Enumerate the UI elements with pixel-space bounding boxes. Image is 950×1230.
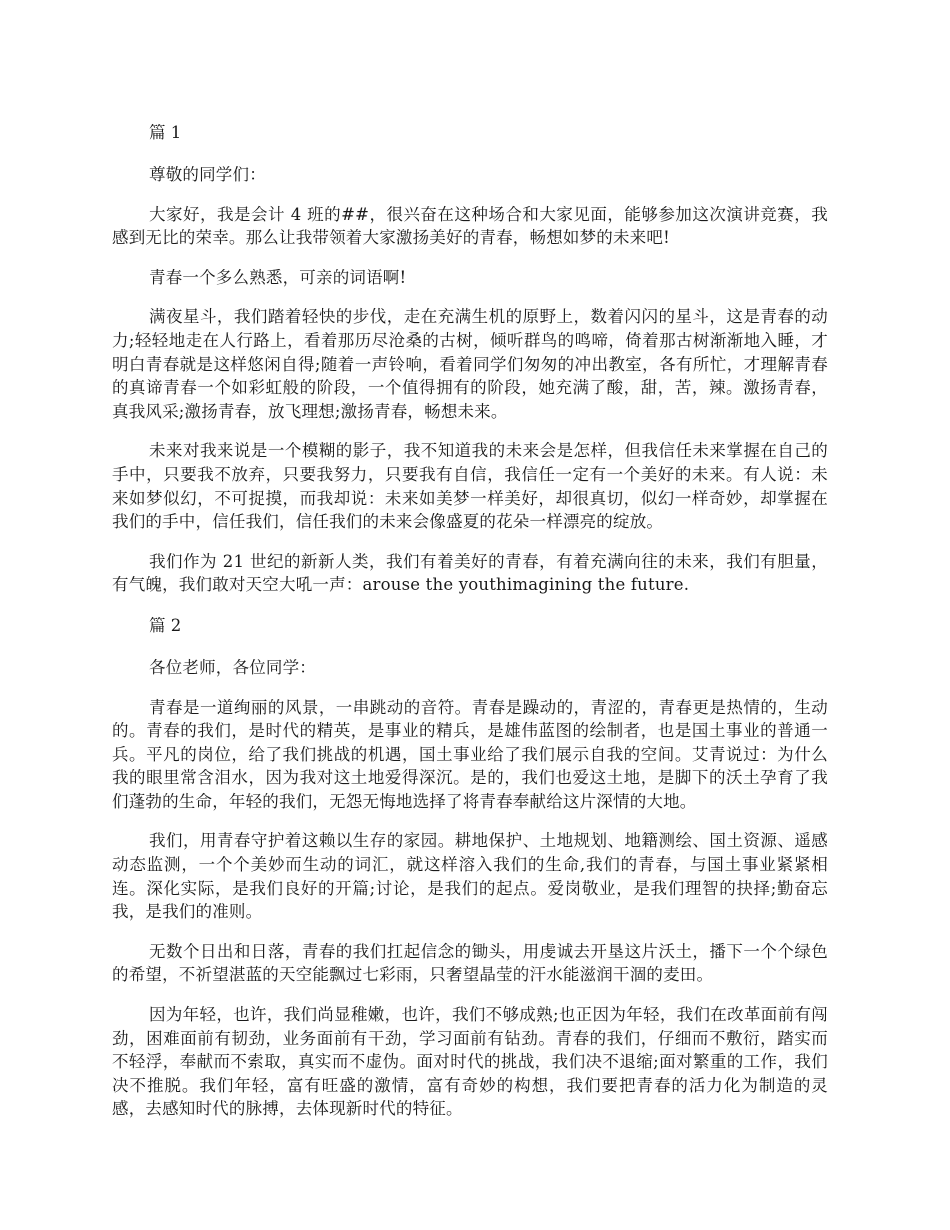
paragraph: 因为年轻，也许，我们尚显稚嫩，也许，我们不够成熟;也正因为年轻，我们在改革面前有闯劲，困难面前有韧劲，业务面前有干劲，学习面前有钻劲。青春的我们，仔细而不敷衍，踏实而不轻浮，奉献而不索取，真实而不虚伪。面对时代的挑战，我们决不退缩;面对繁重的工作，我们决不推脱。我们年轻，富有旺盛的激情，富有奇妙的构想，我们要把青春的活力化为制造的灵感，去感知时代的脉搏，去体现新时代的特征。 [112, 1005, 828, 1119]
salutation-2: 各位老师，各位同学： [149, 657, 316, 677]
section-heading-1: 篇 1 [149, 123, 182, 142]
paragraph: 满夜星斗，我们踏着轻快的步伐，走在充满生机的原野上，数着闪闪的星斗，这是青春的动力;轻轻地走在人行路上，看着那历尽沧桑的古树，倾听群鸟的鸣啼，倚着那古树渐渐地入睡，才明白青春就是这样悠闲自得;随着一声铃响，看着同学们匆匆的冲出教室，各有所忙，才理解青春的真谛青春一个如彩虹般的阶段，一个值得拥有的阶段，她充满了酸，甜，苦，辣。激扬青春，真我风采;激扬青春，放飞理想;激扬青春，畅想未来。 [112, 307, 828, 421]
paragraph: 我们，用青春守护着这赖以生存的家园。耕地保护、土地规划、地籍测绘、国土资源、遥感动态监测，一个个美妙而生动的词汇，就这样溶入我们的生命,我们的青春，与国土事业紧紧相连。深化实际，是我们良好的开篇;讨论，是我们的起点。爱岗敬业，是我们理智的抉择;勤奋忘我，是我们的准则。 [112, 831, 828, 922]
document-page [112, 120, 828, 1137]
section-heading-2: 篇 2 [149, 615, 182, 635]
salutation-1: 尊敬的同学们： [149, 165, 266, 184]
paragraph: 青春是一道绚丽的风景，一串跳动的音符。青春是躁动的，青涩的，青春更是热情的，生动的。青春的我们，是时代的精英，是事业的精兵，是雄伟蓝图的绘制者，也是国土事业的普通一兵。平凡的岗位，给了我们挑战的机遇，国土事业给了我们展示自我的空间。艾青说过：为什么我的眼里常含泪水，因为我对这土地爱得深沉。是的，我们也爱这土地，是脚下的沃土孕育了我们蓬勃的生命，年轻的我们，无怨无悔地选择了将青春奉献给这片深情的大地。 [112, 697, 828, 811]
paragraph: 无数个日出和日落，青春的我们扛起信念的锄头，用虔诚去开垦这片沃土，播下一个个绿色的希望，不祈望湛蓝的天空能飘过七彩雨，只奢望晶莹的汗水能滋润干涸的麦田。 [112, 941, 828, 985]
paragraph: 青春一个多么熟悉，可亲的词语啊! [149, 267, 407, 287]
paragraph: 未来对我来说是一个模糊的影子，我不知道我的未来会是怎样，但我信任未来掌握在自己的手中，只要我不放弃，只要我努力，只要我有自信，我信任一定有一个美好的未来。有人说：未来如梦似幻，不可捉摸，而我却说：未来如美梦一样美好，却很真切，似幻一样奇妙，却掌握在我们的手中，信任我们，信任我们的未来会像盛夏的花朵一样漂亮的绽放。 [112, 441, 828, 532]
paragraph: 大家好，我是会计 4 班的##，很兴奋在这种场合和大家见面，能够参加这次演讲竞赛，我感到无比的荣幸。那么让我带领着大家激扬美好的青春，畅想如梦的未来吧! [112, 204, 828, 248]
paragraph: 我们作为 21 世纪的新新人类，我们有着美好的青春，有着充满向往的未来，我们有胆量，有气魄，我们敢对天空大吼一声：arouse the youthimagining the future. [112, 551, 828, 595]
